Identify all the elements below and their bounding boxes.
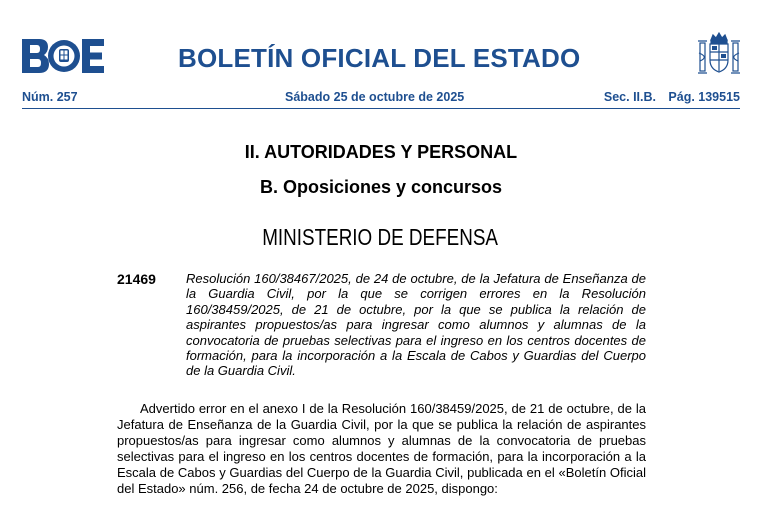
- section-code: Sec. II.B.: [603, 90, 656, 104]
- ministry-heading: MINISTERIO DE DEFENSA: [262, 224, 498, 250]
- subsection-title: B. Oposiciones y concursos: [259, 177, 503, 197]
- coat-of-arms-icon: [695, 31, 743, 79]
- boe-logo: [22, 39, 104, 73]
- newspaper-title: BOLETÍN OFICIAL DEL ESTADO: [178, 43, 581, 73]
- header-divider: [22, 108, 740, 109]
- issue-date: Sábado 25 de octubre de 2025: [285, 90, 465, 104]
- header-info-bar: [22, 90, 740, 108]
- document-number: 21469: [117, 271, 156, 287]
- section-title: II. AUTORIDADES Y PERSONAL: [244, 142, 518, 162]
- body-paragraph: Advertido error en el anexo I de la Resolución 160/38459/2025, de 21 de octubre, de la Jefatura de Enseñanza de la Guardia Civil, por la que se publica la relación de aspirantes propuestos/as para ingresar como alumnos y alumnas de la convocatoria de pruebas selectivas para el ingreso en los centros docentes de formación, para la incorporación a la Escala de Cabos y Guardias del Cuerpo de la Guardia Civil, publicada en el «Boletín Oficial del Estado» núm. 256, de fecha 24 de octubre de 2025, dispongo:: [117, 401, 646, 497]
- resolution-summary: Resolución 160/38467/2025, de 24 de octubre, de la Jefatura de Enseñanza de la Guardia Civil, por la que se corrigen errores en la Resolución 160/38459/2025, de 21 de octubre, por la que se publica la relación de aspirantes propuestos/as para ingresar como alumnos y alumnas de la convocatoria de pruebas selectivas para el ingreso en los centros docentes de formación, para la incorporación a la Escala de Cabos y Guardias del Cuerpo de la Guardia Civil.: [186, 271, 646, 379]
- issue-number: Núm. 257: [22, 90, 78, 104]
- page-header: [0, 0, 772, 114]
- page-number: Pág. 139515: [668, 90, 740, 104]
